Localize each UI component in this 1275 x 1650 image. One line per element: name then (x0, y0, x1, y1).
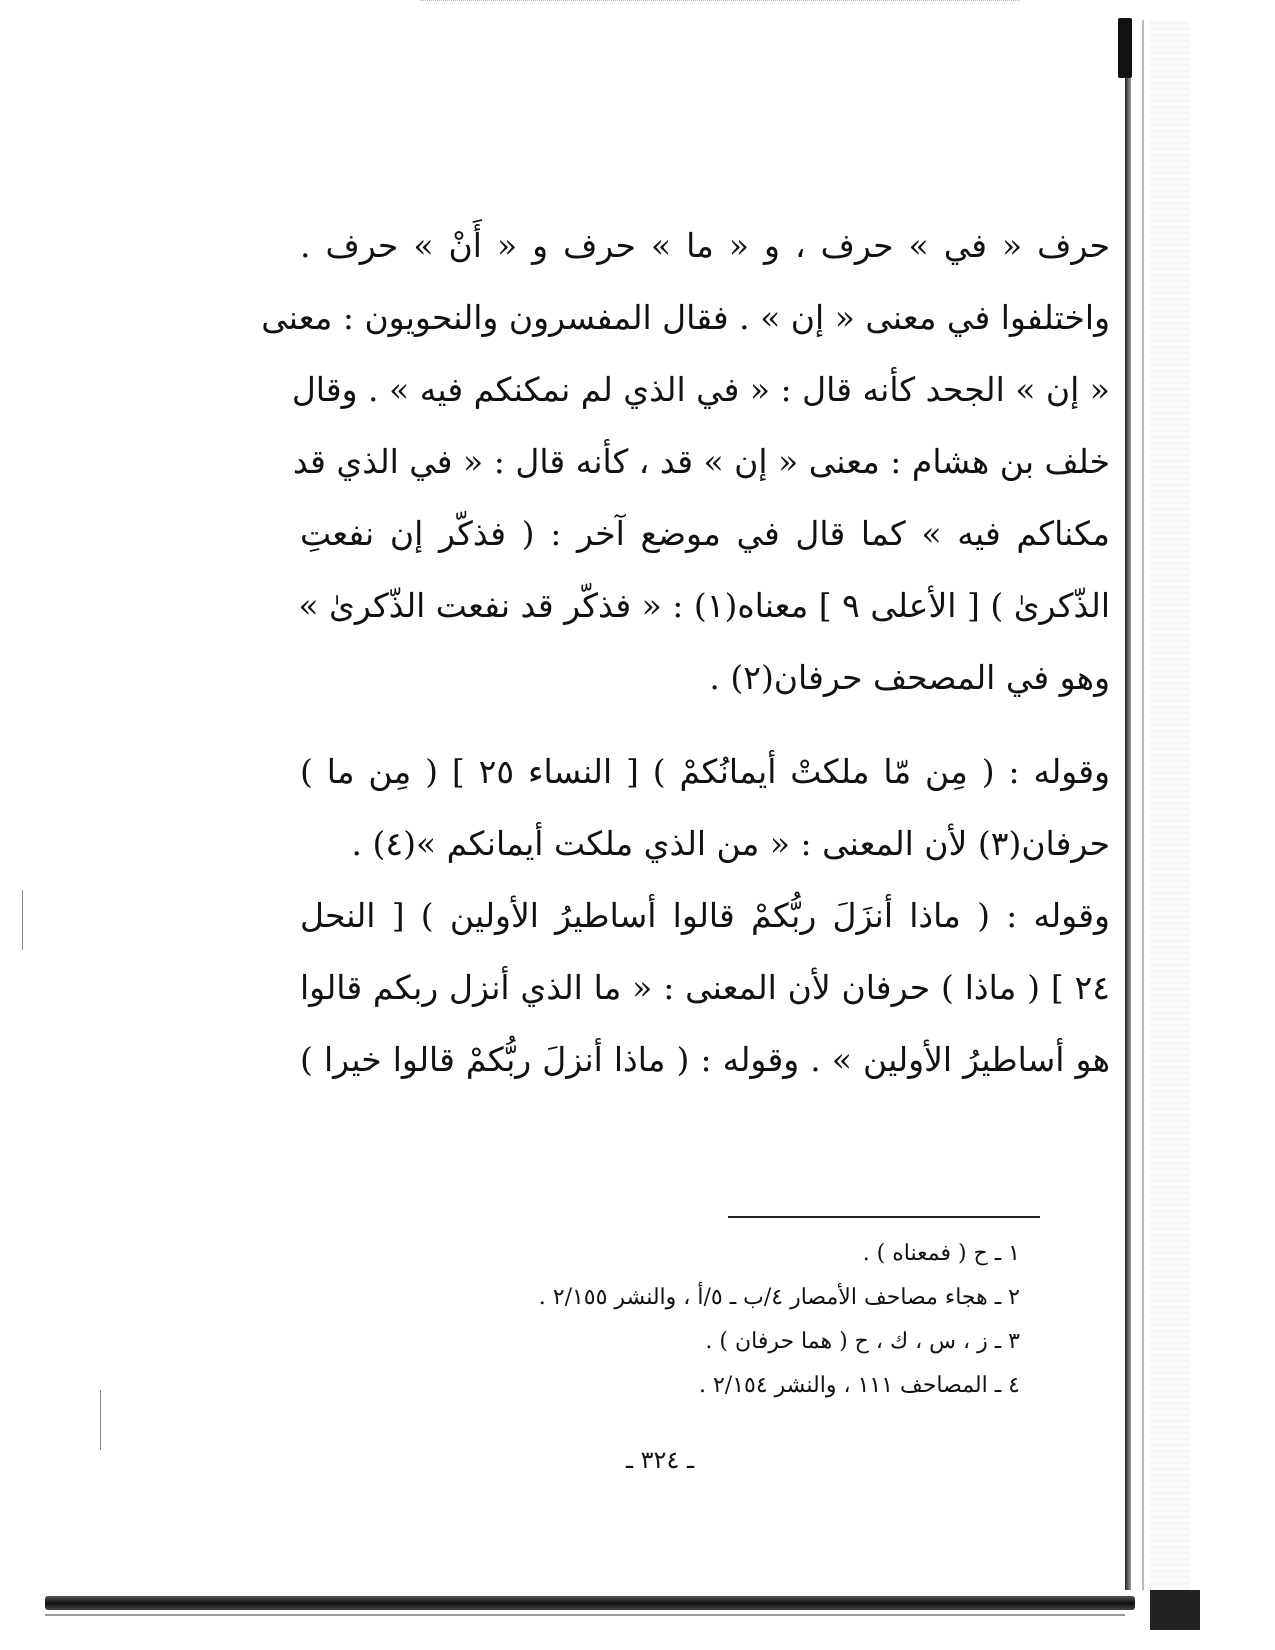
footnote: ٣ ـ ز ، س ، ك ، ح ( هما حرفان ) . (705, 1329, 1020, 1354)
binding-edge-line-secondary (1142, 20, 1144, 1590)
scan-bottom-edge (45, 1596, 1135, 1610)
text-line: حرفان(٣) لأن المعنى : « من الذي ملكت أيمانكم »(٤) . (351, 824, 1110, 863)
text-line: وقوله : ( ماذا أنزَلَ ربُّكمْ قالوا أساطيرُ الأولين ) [ النحل (300, 896, 1110, 935)
text-line: واختلفوا في معنى « إن » . فقال المفسرون والنحويون : معنى (261, 298, 1110, 337)
footnote: ١ ـ ح ( فمعناه ) . (862, 1241, 1020, 1266)
scan-mark-left-lower (100, 1390, 101, 1450)
text-line: حرف « في » حرف ، و « ما » حرف و « أَنْ » حرف . (300, 226, 1110, 265)
text-line: وقوله : ( مِن مّا ملكتْ أيمانُكمْ ) [ النساء ٢٥ ] ( مِن ما ) (300, 752, 1111, 791)
footnote: ٤ ـ المصاحف ١١١ ، والنشر ٢/١٥٤ . (698, 1373, 1020, 1398)
binding-edge-top-mark (1118, 18, 1132, 78)
scan-corner-mark (1150, 1590, 1200, 1630)
scan-bottom-edge-thin (45, 1614, 1125, 1616)
footnotes-block (380, 1232, 1020, 1408)
binding-gutter (1150, 20, 1190, 1590)
footnote-separator (728, 1216, 1040, 1218)
text-line: الذّكرىٰ ) [ الأعلى ٩ ] معناه(١) : « فذكّر قد نفعت الذّكرىٰ » (298, 586, 1110, 625)
scan-mark-left (22, 890, 23, 950)
page-number: ـ ٣٢٤ ـ (625, 1446, 694, 1474)
text-line: مكناكم فيه » كما قال في موضع آخر : ( فذكّر إن نفعتِ (300, 514, 1110, 553)
scan-noise-top (420, 0, 1020, 7)
binding-edge-line (1125, 20, 1131, 1590)
text-line: خلف بن هشام : معنى « إن » قد ، كأنه قال : « في الذي قد (292, 442, 1110, 481)
main-text-block (261, 210, 1111, 1096)
text-line: هو أساطيرُ الأولين » . وقوله : ( ماذا أنزلَ ربُّكمْ قالوا خيرا ) (300, 1040, 1110, 1079)
text-line: « إن » الجحد كأنه قال : « في الذي لم نمكنكم فيه » . وقال (291, 370, 1110, 409)
text-line: وهو في المصحف حرفان(٢) . (709, 658, 1110, 697)
text-line: ٢٤ ] ( ماذا ) حرفان لأن المعنى : « ما الذي أنزل ربكم قالوا (300, 968, 1110, 1007)
footnote: ٢ ـ هجاء مصاحف الأمصار ٤/ب ـ ٥/أ ، والنشر ٢/١٥٥ . (538, 1285, 1020, 1310)
